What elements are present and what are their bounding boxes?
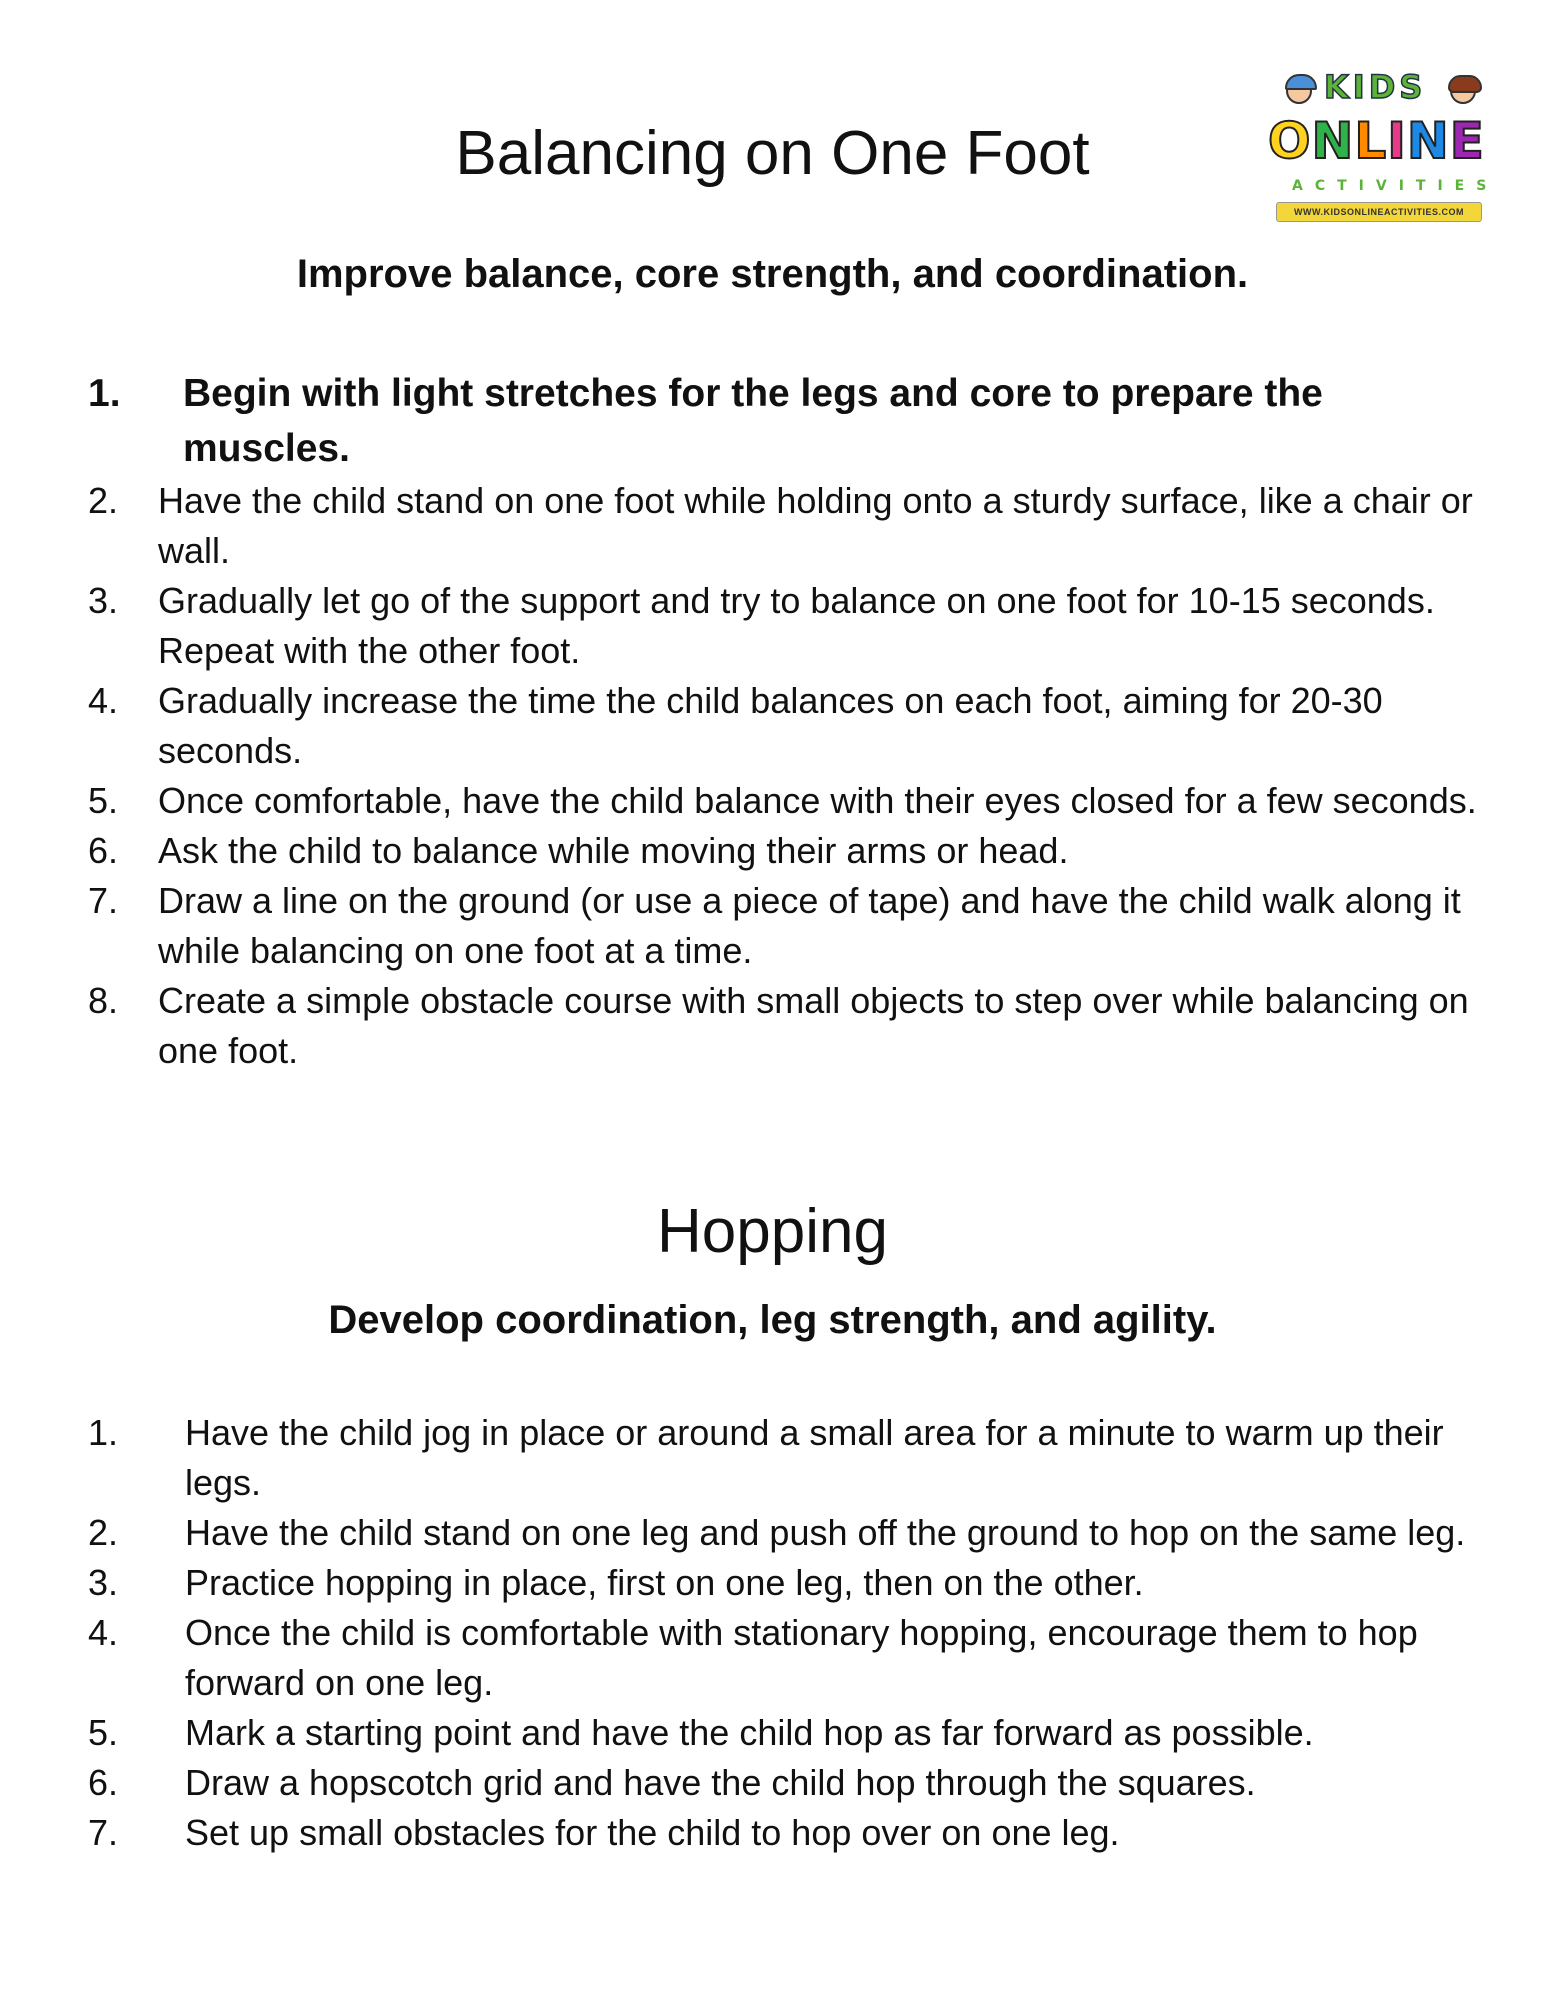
list-item	[88, 1508, 1488, 1558]
step-number: 4.	[88, 1612, 119, 1653]
step-text: Practice hopping in place, first on one leg, then on the other.	[185, 1562, 1144, 1603]
list-item	[88, 476, 1478, 576]
logo-activities-text: ACTIVITIES	[1292, 178, 1499, 194]
step-text: Have the child stand on one foot while holding onto a sturdy surface, like a chair or wall.	[158, 480, 1473, 571]
section1-steps-list	[88, 366, 1478, 1076]
list-item	[88, 776, 1478, 826]
step-text: Once the child is comfortable with stationary hopping, encourage them to hop forward on one leg.	[185, 1612, 1418, 1703]
step-number: 4.	[88, 680, 119, 721]
section2-subtitle: Develop coordination, leg strength, and agility.	[328, 1298, 1217, 1342]
logo-kids-row	[1286, 68, 1476, 108]
step-number: 7.	[88, 1812, 119, 1853]
list-item	[88, 876, 1478, 976]
step-number: 7.	[88, 880, 119, 921]
list-item	[88, 1758, 1488, 1808]
step-text: Have the child stand on one leg and push off the ground to hop on the same leg.	[185, 1512, 1466, 1553]
logo-url-banner: WWW.KIDSONLINEACTIVITIES.COM	[1276, 202, 1482, 222]
logo-letter: N	[1406, 112, 1450, 170]
step-text: Draw a hopscotch grid and have the child hop through the squares.	[185, 1762, 1256, 1803]
boy-face-icon	[1286, 78, 1312, 104]
step-text: Ask the child to balance while moving their arms or head.	[158, 830, 1069, 871]
step-text: Mark a starting point and have the child hop as far forward as possible.	[185, 1712, 1314, 1753]
step-number: 3.	[88, 580, 119, 621]
step-number: 6.	[88, 830, 119, 871]
section1-title: Balancing on One Foot	[455, 119, 1090, 188]
list-item	[88, 576, 1478, 676]
step-number: 1.	[88, 1412, 119, 1453]
section1-subtitle: Improve balance, core strength, and coordination.	[296, 252, 1249, 296]
list-item	[88, 366, 1478, 476]
logo-letter: N	[1311, 112, 1355, 170]
step-number: 1.	[88, 372, 121, 415]
logo-kids-text: KIDS	[1324, 68, 1427, 106]
logo-letter: L	[1354, 112, 1388, 170]
step-text: Create a simple obstacle course with small objects to step over while balancing on one foot.	[158, 980, 1469, 1071]
step-number: 2.	[88, 480, 119, 521]
step-text: Gradually let go of the support and try to balance on one foot for 10-15 seconds. Repeat with the other foot.	[158, 580, 1435, 671]
section2-title: Hopping	[657, 1197, 888, 1266]
list-item	[88, 1708, 1488, 1758]
girl-face-icon	[1450, 78, 1476, 104]
step-number: 5.	[88, 780, 119, 821]
step-number: 8.	[88, 980, 119, 1021]
logo-letter: E	[1449, 112, 1485, 170]
step-text: Begin with light stretches for the legs and core to prepare the muscles.	[183, 372, 1323, 470]
logo-letter: I	[1387, 112, 1407, 170]
step-number: 5.	[88, 1712, 119, 1753]
list-item	[88, 676, 1478, 776]
list-item	[88, 1808, 1488, 1858]
step-text: Gradually increase the time the child balances on each foot, aiming for 20-30 seconds.	[158, 680, 1383, 771]
step-text: Set up small obstacles for the child to hop over on one leg.	[185, 1812, 1120, 1853]
step-text: Once comfortable, have the child balance with their eyes closed for a few seconds.	[158, 780, 1477, 821]
step-text: Have the child jog in place or around a small area for a minute to warm up their legs.	[185, 1412, 1444, 1503]
step-number: 6.	[88, 1762, 119, 1803]
step-text: Draw a line on the ground (or use a piece of tape) and have the child walk along it while balancing on one foot at a time.	[158, 880, 1461, 971]
list-item	[88, 826, 1478, 876]
list-item	[88, 1608, 1488, 1708]
logo-letter: O	[1268, 112, 1312, 170]
list-item	[88, 976, 1478, 1076]
section2-steps-list	[88, 1408, 1488, 1858]
list-item	[88, 1558, 1488, 1608]
list-item	[88, 1408, 1488, 1508]
step-number: 3.	[88, 1562, 119, 1603]
step-number: 2.	[88, 1512, 119, 1553]
